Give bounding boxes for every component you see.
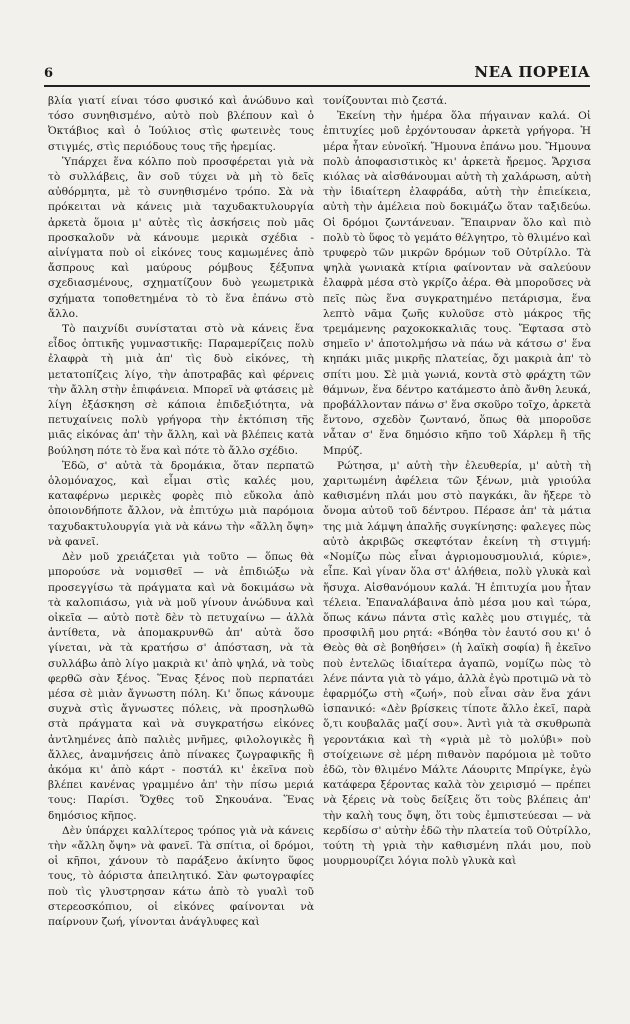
right-column [323, 94, 591, 869]
page-number: 6 [44, 66, 54, 81]
paragraph: Ὑπάρχει ἕνα κόλπο ποὺ προσφέρεται γιὰ νὰ τὸ συλλάβεις, ἂν σοῦ τύχει νὰ μὴ τὸ δεῖς αὐθόρμητα, μὲ τὸ συνηθισμένο τρόπο. Σὰ νὰ πρόκειται νὰ κάνεις μιὰ ταχυδακτυλουργία ἀρκετὰ ὅμοια μ' αὐτὲς τὶς ἀσκήσεις ποὺ μᾶς προσκαλοῦν νὰ κάνουμε μερικὰ σχέδια - αἰνίγματα ποὺ οἱ εἰκόνες τους καμωμένες ἀπὸ ἄσπρους καὶ μαύρους ρόμβους ξέξυπνα σχεδιασμένους, σχηματίζουν δυὸ γεωμετρικὰ σχήματα τοποθετημένα τὸ τὸ ἕνα ἐπάνω στὸ ἄλλο. [48, 155, 314, 320]
paragraph: τονίζουνται πιὸ ζεστά. [323, 95, 448, 107]
left-column [48, 94, 314, 930]
paragraph: Τὸ παιχνίδι συνίσταται στὸ νὰ κάνεις ἕνα εἶδος ὀπτικῆς γυμναστικῆς: Παραμερίζεις πολὺ ἐλαφρὰ τὴ μιὰ ἀπ' τὶς δυὸ εἰκόνες, τὴ μετατοπίζεις λίγο, τὴν ἀποτραβᾶς καὶ φέρνεις τὴν ἄλλη στὴν ἐπιφάνεια. Μπορεῖ νὰ φτάσεις μὲ λίγη ἐξάσκηση σὲ κάποια ἐπιδεξιότητα, νὰ πετυχαίνεις πολὺ γρήγορα τὴν ἐκτόπιση τῆς μιᾶς εἰκόνας ἀπ' τὴν ἄλλη, καὶ νὰ βλέπεις κατὰ βούληση πότε τὸ ἕνα καὶ πότε τὸ ἄλλο σχέδιο. [48, 323, 314, 457]
magazine-title: ΝΕΑ ΠΟΡΕΙΑ [474, 63, 590, 81]
paragraph: Ρώτησα, μ' αὐτὴ τὴν ἐλευθερία, μ' αὐτὴ τὴ χαριτωμένη ἀφέλεια τῶν ξένων, μιὰ γριούλα καθισμένη πλάι μου στὸ παγκάκι, ἂν ἤξερε τὸ ὄνομα αὐτοῦ τοῦ δέντρου. Πέρασε ἀπ' τὰ μάτια της μιὰ λάμψη ἀπαλῆς συγκίνησης: φαλεγες πὼς αὐτὸ ἀκριβῶς σκεφτόταν ἐκείνη τὴ στιγμή: «Νομίζω πὼς εἶναι ἀγριομουσμουλιά, κύριε», εἶπε. Καὶ γίναν ὅλα στ' ἀλήθεια, πολὺ γλυκὰ καὶ ἥσυχα. Αἰσθανόμουν καλά. Ἡ ἐπιτυχία μου ἦταν τέλεια. Ἐπαναλάβαινα ἀπὸ μέσα μου καὶ τώρα, ὅπως κάνω πάντα στὶς καλὲς μου στιγμές, τὰ προσφιλῆ μου ρητά: «Βόηθα τὸν ἑαυτό σου κι' ὁ Θεὸς θὰ σὲ βοηθήσει» (ἡ λαϊκὴ σοφία) ἢ ἐκεῖνο ποὺ ἐντελῶς ἰδιαίτερα ἀγαπῶ, νομίζω πὼς τὸ λένε πάντα γιὰ τὸ γάμο, ἀλλὰ ἐγὼ προτιμῶ νὰ τὸ ἐφαρμόζω στὴ «ζωή», ποὺ εἶναι σὰν ἕνα χάνι ἰσπανικό: «Δὲν βρίσκεις τίποτε ἄλλο ἐκεῖ, παρὰ ὅ,τι κουβαλᾶς μαζί σου». Ἀντὶ γιὰ τὰ σκυθρωπὰ γεροντάκια καὶ τὴ «γριὰ μὲ τὸ μολύβι» ποὺ στοίχειωνε σὲ μέρη πιθανὸν παρόμοια μὲ τοῦτο ἐδῶ, τὸν θλιμένο Μάλτε Λάουριτς Μπρίγκε, ἐγὼ κατάφερα ξέροντας καλὰ τὸν χειρισμό — πρέπει νὰ ξέρεις νὰ τοὺς δείξεις ὅτι τοὺς βλέπεις ἀπ' τὴν καλὴ τους ὄψη, ὅτι τοὺς ἐμπιστεύεσαι — νὰ κερδίσω σ' αὐτὴν ἐδῶ τὴν πλατεία τοῦ Οὐτρίλλο, τούτη τὴ γριὰ τὴν καθισμένη πλάι μου, ποὺ μουρμουρίζει λόγια πολὺ γλυκὰ καὶ [323, 459, 591, 868]
header-rule [44, 85, 590, 87]
paragraph: Ἐδῶ, σ' αὐτὰ τὰ δρομάκια, ὅταν περπατῶ ὁλομόναχος, καὶ εἶμαι στὶς καλές μου, καταφέρνω μερικὲς φορὲς πιὸ εὔκολα ἀπὸ ὁποιονδήποτε ἄλλον, νὰ ἐπιτύχω μιὰ παρόμοια ταχυδακτυλουργία γιὰ νὰ κάνω τὴν «ἄλλη ὄψη» νὰ φανεῖ. [48, 459, 314, 548]
paragraph: Δὲν μοῦ χρειάζεται γιὰ τοῦτο — ὅπως θὰ μπορούσε νὰ νομισθεῖ — νὰ ἐπιδιώξω νὰ προσεγγίσω τὰ πράγματα καὶ νὰ δοκιμάσω νὰ τὰ καλοπιάσω, γιὰ νὰ μοῦ γίνουν ἀνώδυνα καὶ οἰκεῖα — αὐτὸ ποτὲ δὲν τὸ πετυχαίνω — ἀλλὰ ἀντίθετα, νὰ ἀπομακρυνθῶ ἀπ' αὐτὰ ὅσο γίνεται, νὰ τὰ κρατήσω σ' ἀπόσταση, νὰ τὰ συλλάβω ἀπὸ λίγο μακριὰ κι' ἀπὸ ψηλά, νὰ τοὺς φερθῶ σὰν ξένος. Ἕνας ξένος ποὺ περπατάει μέσα σὲ μιὰν ἄγνωστη πόλη. Κι' ὅπως κάνουμε συχνὰ στὶς ἄγνωστες πόλεις, νὰ προσηλωθῶ στὰ πράγματα καὶ νὰ συγκρατήσω εἰκόνες ἀντλημένες ἀπὸ παλιὲς μνῆμες, φιλολογικὲς ἢ ἄλλες, ἀναμνήσεις ἀπὸ πίνακες ζωγραφικῆς ἢ ἀκόμα κι' ἀπὸ κάρτ - ποστάλ κι' ἐκεῖνα ποὺ βλέπει κανένας γραμμένο ἀπ' τὴν πίσω μεριά τους: Παρίσι. Ὄχθες τοῦ Σηκουάνα. Ἕνας δημόσιος κῆπος. [48, 551, 314, 822]
paragraph: Ἐκείνη τὴν ἡμέρα ὅλα πήγαιναν καλά. Οἱ ἐπιτυχίες μοῦ ἐρχόντουσαν ἀρκετὰ γρήγορα. Ἡ μέρα ἦταν εὐνοϊκή. Ἤμουνα ἐπάνω μου. Ἤμουνα πολὺ ἀποφασιστικὸς κι' ἀρκετὰ ἤρεμος. Ἄρχισα κιόλας νὰ αἰσθάνουμαι αὐτὴ τὴ χαλάρωση, αὐτὴ τὴν ἰδιαίτερη ἐλαφράδα, αὐτὴ τὴν ἐπιείκεια, αὐτὴ τὴν ἀμέλεια ποὺ δοκιμάζω ὅταν ταξιδεύω. Οἱ δρόμοι ζωντάνευαν. Ἔπαιρναν ὅλο καὶ πιὸ πολὺ τὸ ὕφος τὸ γεμάτο θέλγητρο, τὸ θλιμένο καὶ τρυφερὸ τῶν μικρῶν δρόμων τοῦ Οὐτρίλλο. Τὰ ψηλὰ γωνιακὰ κτίρια φαίνονταν νὰ σαλεύουν ἐλαφρὰ μέσα στὸ γκρίζο ἀέρα. Θὰ μποροῦσες νὰ πεῖς πὼς ἕνα συγκρατημένο πετάρισμα, ἕνα λεπτὸ νᾶμα ζωῆς κυλοῦσε στὸ μάκρος τῆς τρεμάμενης ραχοκοκκαλιᾶς τους. Ἔφτασα στὸ σημεῖο ν' ἀποτολμήσω νὰ πάω νὰ κάτσω σ' ἕνα κηπάκι μιᾶς μικρῆς πλατείας, ὄχι μακριὰ ἀπ' τὸ σπίτι μου. Σὲ μιὰ γωνιά, κοντὰ στὸ φράχτη τῶν θάμνων, ἕνα δέντρο κατάμεστο ἀπὸ ἄνθη λευκά, προβάλλονταν πάνω σ' ἕνα σκοῦρο τοῖχο, ἀρκετὰ ἔντονο, σχεδὸν ζωντανό, ὅπως θὰ μποροῦσε νἆταν σ' ἕνα δημόσιο κῆπο τοῦ Χάρλεμ ἢ τῆς Μπρύζ. [323, 110, 591, 457]
paragraph: Δὲν ὑπάρχει καλλίτερος τρόπος γιὰ νὰ κάνεις τὴν «ἄλλη ὄψη» νὰ φανεῖ. Τὰ σπίτια, οἱ δρόμοι, οἱ κῆποι, χάνουν τὸ παράξενο ἀκίνητο ὕφος τους, τὸ ἀόριστα ἀπειλητικό. Σὰν φωτογραφίες ποὺ τὶς γλυστρησαν κάτω ἀπὸ τὸ γυαλὶ τοῦ στερεοσκόπιου, οἱ εἰκόνες φαίνονται νὰ παίρνουν ζωή, γίνονται ἀνάγλυφες καὶ [48, 824, 314, 928]
paragraph: βλία γιατί είναι τόσο φυσικό καὶ ἀνώδυνο καὶ τόσο συνηθισμένο, αὐτὸ ποὺ βλέπουν καὶ ὁ Ὀκτάβιος καὶ ὁ Ἰούλιος στὶς φωτεινὲς τους στιγμές, στὶς περιόδους τους τῆς ἠρεμίας. [48, 95, 314, 153]
